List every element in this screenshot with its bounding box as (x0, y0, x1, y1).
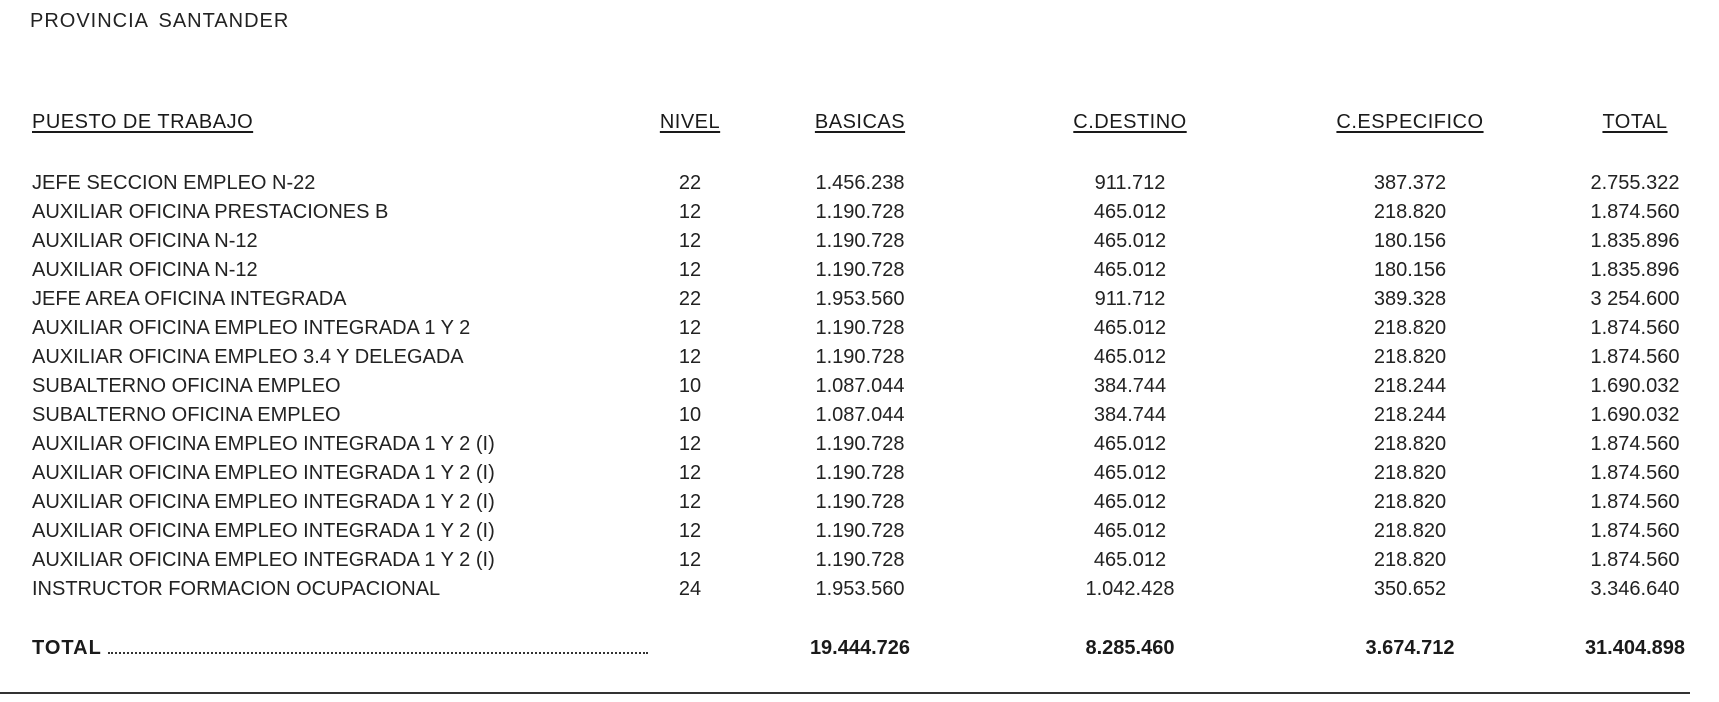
cell-nivel: 22 (678, 288, 702, 310)
cell-destino: 465.012 (1093, 462, 1167, 484)
cell-job: AUXILIAR OFICINA EMPLEO 3.4 Y DELEGADA (32, 346, 464, 368)
cell-destino: 465.012 (1093, 433, 1167, 455)
cell-nivel: 10 (678, 375, 702, 397)
cell-total: 1.690.032 (1590, 375, 1680, 397)
cell-total: 1.874.560 (1590, 520, 1680, 542)
cell-basicas: 1.190.728 (815, 346, 905, 368)
cell-destino: 465.012 (1093, 520, 1167, 542)
cell-nivel: 12 (678, 346, 702, 368)
header-especifico: C.ESPECIFICO (1336, 111, 1484, 133)
totals-basicas: 19.444.726 (809, 637, 911, 659)
cell-especifico: 218.820 (1373, 317, 1447, 339)
bottom-rule (0, 692, 1690, 694)
table-row (0, 343, 1719, 372)
table-row (0, 169, 1719, 198)
cell-especifico: 387.372 (1373, 172, 1447, 194)
cell-especifico: 218.820 (1373, 433, 1447, 455)
cell-job: AUXILIAR OFICINA N-12 (32, 230, 258, 252)
cell-nivel: 10 (678, 404, 702, 426)
cell-basicas: 1.190.728 (815, 201, 905, 223)
table-row (0, 285, 1719, 314)
cell-basicas: 1.190.728 (815, 433, 905, 455)
cell-especifico: 389.328 (1373, 288, 1447, 310)
cell-total: 1.874.560 (1590, 433, 1680, 455)
cell-especifico: 218.820 (1373, 520, 1447, 542)
cell-especifico: 218.820 (1373, 462, 1447, 484)
cell-job: AUXILIAR OFICINA EMPLEO INTEGRADA 1 Y 2 (I) (32, 520, 495, 542)
table-row (0, 575, 1719, 604)
cell-basicas: 1.953.560 (815, 288, 905, 310)
dot-leader (108, 652, 648, 654)
table-row (0, 488, 1719, 517)
cell-destino: 465.012 (1093, 259, 1167, 281)
cell-job: INSTRUCTOR FORMACION OCUPACIONAL (32, 578, 441, 600)
totals-row (0, 634, 1719, 663)
table-row (0, 372, 1719, 401)
cell-basicas: 1.190.728 (815, 491, 905, 513)
cell-destino: 465.012 (1093, 491, 1167, 513)
cell-destino: 1.042.428 (1085, 578, 1175, 600)
cell-total: 1.874.560 (1590, 462, 1680, 484)
cell-job: AUXILIAR OFICINA EMPLEO INTEGRADA 1 Y 2 (I) (32, 462, 495, 484)
cell-nivel: 12 (678, 201, 702, 223)
cell-job: AUXILIAR OFICINA EMPLEO INTEGRADA 1 Y 2 (I) (32, 549, 495, 571)
table-row (0, 459, 1719, 488)
header-job: PUESTO DE TRABAJO (32, 111, 254, 133)
cell-nivel: 12 (678, 230, 702, 252)
header-basicas: BASICAS (814, 111, 906, 133)
table-row (0, 430, 1719, 459)
cell-job: AUXILIAR OFICINA EMPLEO INTEGRADA 1 Y 2 (I) (32, 433, 495, 455)
totals-destino: 8.285.460 (1085, 637, 1175, 659)
cell-destino: 465.012 (1093, 230, 1167, 252)
cell-job: SUBALTERNO OFICINA EMPLEO (32, 404, 341, 426)
cell-basicas: 1.087.044 (815, 375, 905, 397)
cell-nivel: 24 (678, 578, 702, 600)
header-total: TOTAL (1602, 111, 1668, 133)
cell-total: 2.755.322 (1590, 172, 1680, 194)
cell-basicas: 1.190.728 (815, 317, 905, 339)
cell-job: SUBALTERNO OFICINA EMPLEO (32, 375, 341, 397)
cell-nivel: 12 (678, 462, 702, 484)
cell-nivel: 12 (678, 491, 702, 513)
table-row (0, 517, 1719, 546)
totals-total: 31.404.898 (1584, 637, 1686, 659)
cell-nivel: 12 (678, 549, 702, 571)
cell-especifico: 218.820 (1373, 346, 1447, 368)
cell-destino: 465.012 (1093, 317, 1167, 339)
cell-nivel: 12 (678, 259, 702, 281)
cell-especifico: 218.820 (1373, 491, 1447, 513)
cell-job: JEFE SECCION EMPLEO N-22 (32, 172, 316, 194)
totals-label: TOTAL (32, 634, 648, 663)
cell-destino: 911.712 (1094, 172, 1166, 194)
cell-basicas: 1.087.044 (815, 404, 905, 426)
cell-total: 3.346.640 (1590, 578, 1680, 600)
table-row (0, 546, 1719, 575)
cell-nivel: 22 (678, 172, 702, 194)
cell-basicas: 1.190.728 (815, 462, 905, 484)
cell-job: AUXILIAR OFICINA EMPLEO INTEGRADA 1 Y 2 (I) (32, 491, 495, 513)
cell-total: 1.874.560 (1590, 201, 1680, 223)
cell-especifico: 180.156 (1373, 259, 1447, 281)
cell-especifico: 218.820 (1373, 201, 1447, 223)
cell-destino: 384.744 (1093, 404, 1167, 426)
cell-destino: 465.012 (1093, 346, 1167, 368)
cell-total: 1.874.560 (1590, 491, 1680, 513)
cell-total: 3 254.600 (1590, 288, 1680, 310)
header-destino: C.DESTINO (1073, 111, 1187, 133)
cell-total: 1.690.032 (1590, 404, 1680, 426)
cell-basicas: 1.190.728 (815, 549, 905, 571)
cell-basicas: 1.953.560 (815, 578, 905, 600)
table-row (0, 314, 1719, 343)
cell-job: AUXILIAR OFICINA N-12 (32, 259, 258, 281)
cell-especifico: 350.652 (1373, 578, 1447, 600)
table-row (0, 198, 1719, 227)
cell-total: 1.874.560 (1590, 317, 1680, 339)
cell-basicas: 1.190.728 (815, 259, 905, 281)
cell-especifico: 218.244 (1373, 375, 1447, 397)
cell-destino: 465.012 (1093, 201, 1167, 223)
table-row (0, 227, 1719, 256)
cell-destino: 465.012 (1093, 549, 1167, 571)
cell-total: 1.835.896 (1590, 230, 1680, 252)
cell-destino: 384.744 (1093, 375, 1167, 397)
cell-job: JEFE AREA OFICINA INTEGRADA (32, 288, 347, 310)
table-row (0, 401, 1719, 430)
cell-destino: 911.712 (1094, 288, 1166, 310)
cell-nivel: 12 (678, 520, 702, 542)
cell-especifico: 180.156 (1373, 230, 1447, 252)
table-row (0, 256, 1719, 285)
cell-especifico: 218.244 (1373, 404, 1447, 426)
totals-especifico: 3.674.712 (1365, 637, 1455, 659)
cell-job: AUXILIAR OFICINA PRESTACIONES B (32, 201, 389, 223)
cell-basicas: 1.190.728 (815, 230, 905, 252)
cell-total: 1.874.560 (1590, 346, 1680, 368)
cell-job: AUXILIAR OFICINA EMPLEO INTEGRADA 1 Y 2 (32, 317, 471, 339)
cell-total: 1.874.560 (1590, 549, 1680, 571)
cell-basicas: 1.456.238 (815, 172, 905, 194)
header-nivel: NIVEL (659, 111, 721, 133)
province-title: PROVINCIA SANTANDER (30, 10, 290, 32)
cell-especifico: 218.820 (1373, 549, 1447, 571)
cell-nivel: 12 (678, 317, 702, 339)
table-header (0, 108, 1719, 137)
cell-basicas: 1.190.728 (815, 520, 905, 542)
cell-nivel: 12 (678, 433, 702, 455)
cell-total: 1.835.896 (1590, 259, 1680, 281)
